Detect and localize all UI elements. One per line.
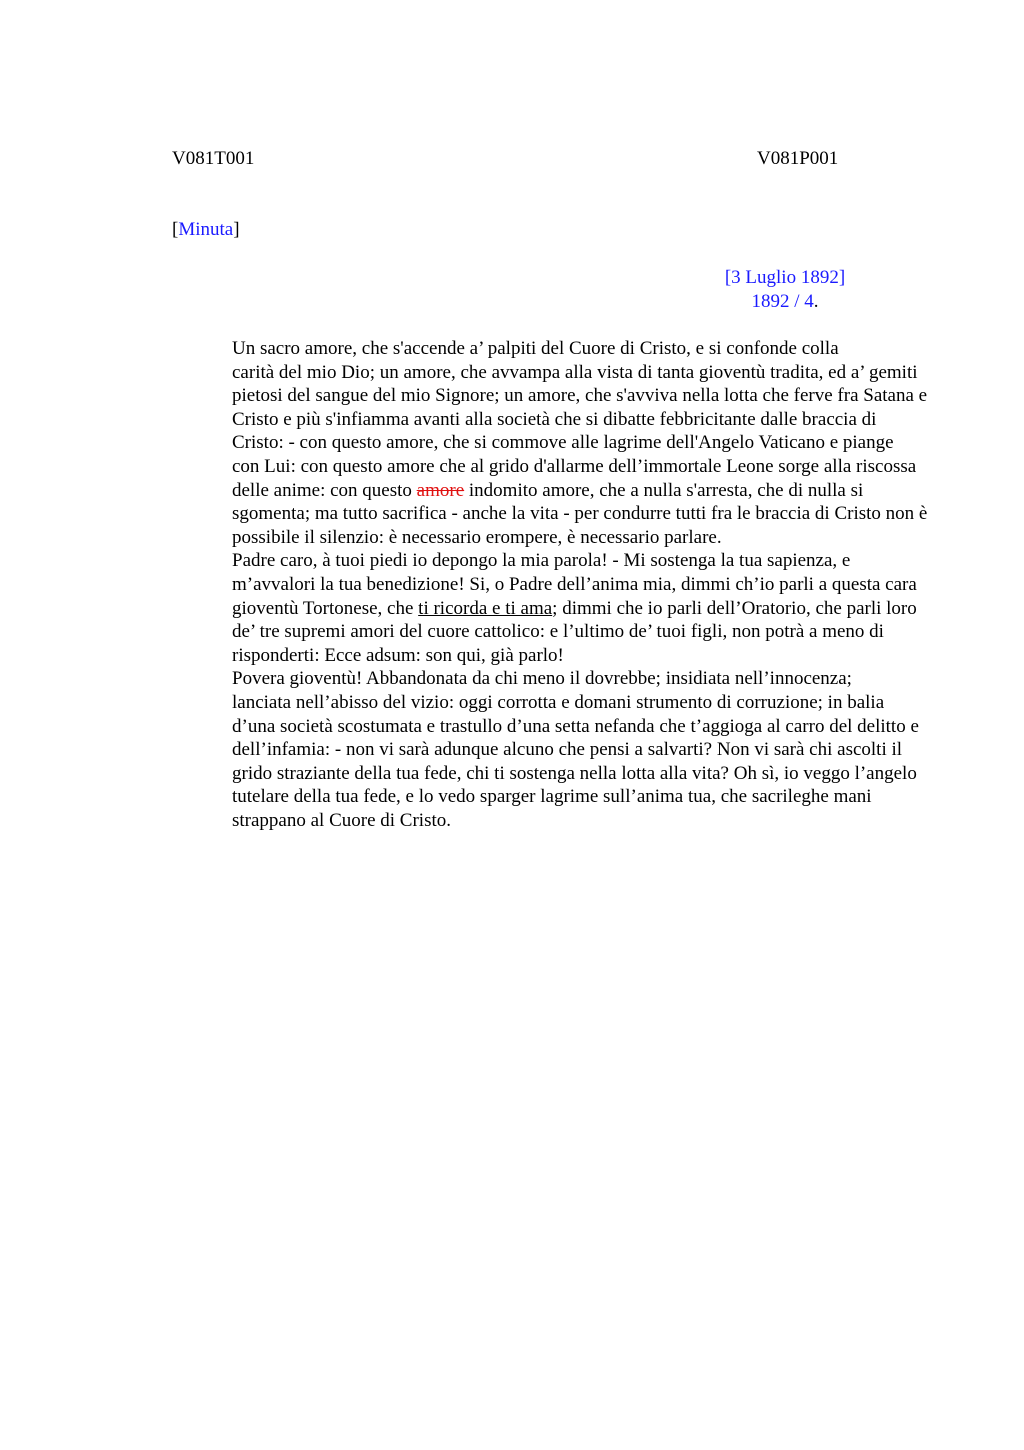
- text-line-with-deletion: [172, 479, 932, 503]
- text-line: risponderti: Ecce adsum: son qui, già parlo!: [232, 644, 564, 666]
- text-line: pietosi del sangue del mio Signore; un amore, che s'avviva nella lotta che ferve fra Satana e: [232, 385, 928, 407]
- text-line: carità del mio Dio; un amore, che avvampa alla vista di tanta gioventù tradita, ed a’ gemiti: [232, 361, 918, 383]
- document-type: [172, 218, 240, 242]
- date-number: 1892 / 4: [751, 291, 814, 312]
- date-block: [700, 266, 870, 314]
- document-code: V081T001: [172, 148, 255, 169]
- paragraph-3: [172, 667, 932, 832]
- text-line: Un sacro amore, che s'accende a’ palpiti del Cuore di Cristo, e si confonde colla: [232, 338, 839, 359]
- deleted-word: amore: [416, 479, 465, 501]
- text-line: Povera gioventù! Abbandonata da chi meno il dovrebbe; insidiata nell’innocenza;: [232, 668, 852, 690]
- document-type-label: Minuta: [178, 219, 234, 240]
- text-segment: indomito amore, che a nulla s'arresta, che di nulla si: [464, 479, 864, 501]
- date-period: .: [813, 291, 819, 312]
- text-segment: ; dimmi che io parli dell’Oratorio, che parli loro: [552, 597, 917, 619]
- text-line: grido straziante della tua fede, chi ti sostenga nella lotta alla vita? Oh sì, io veggo l’angelo: [232, 762, 917, 784]
- text-line: tutelare della tua fede, e lo vedo sparger lagrime sull’anima tua, che sacrileghe mani: [232, 786, 872, 808]
- text-line: Cristo e più s'infiamma avanti alla società che si dibatte febbricitante dalle braccia di: [232, 408, 877, 430]
- underlined-phrase: ti ricorda e ti ama: [418, 597, 553, 619]
- document-body: [172, 337, 932, 832]
- text-line: Cristo: - con questo amore, che si commove alle lagrime dell'Angelo Vaticano e piange: [232, 432, 894, 454]
- text-line: possibile il silenzio: è necessario erompere, è necessario parlare.: [232, 526, 722, 548]
- text-line-with-underline: [172, 597, 932, 621]
- text-segment: gioventù Tortonese, che: [232, 597, 419, 619]
- text-line: strappano al Cuore di Cristo.: [232, 809, 451, 831]
- text-line: m’avvalori la tua benedizione! Si, o Padre dell’anima mia, dimmi ch’io parli a questa cara: [232, 573, 917, 595]
- close-bracket: ]: [233, 219, 240, 240]
- date-line-1: [3 Luglio 1892]: [724, 267, 846, 288]
- open-bracket: [: [172, 219, 179, 240]
- page-code: V081P001: [757, 148, 839, 169]
- text-line: Padre caro, à tuoi piedi io depongo la mia parola! - Mi sostenga la tua sapienza, e: [232, 550, 851, 572]
- text-line: con Lui: con questo amore che al grido d'allarme dell’immortale Leone sorge alla riscossa: [232, 455, 917, 477]
- text-line: de’ tre supremi amori del cuore cattolico: e l’ultimo de’ tuoi figli, non potrà a meno di: [232, 621, 884, 643]
- date-line-2: [700, 290, 870, 314]
- paragraph-2: [172, 549, 932, 667]
- text-line: lanciata nell’abisso del vizio: oggi corrotta e domani strumento di corruzione; in balia: [232, 691, 885, 713]
- text-line: dell’infamia: - non vi sarà adunque alcuno che pensi a salvarti? Non vi sarà chi ascolti il: [232, 739, 903, 761]
- text-line: sgomenta; ma tutto sacrifica - anche la vita - per condurre tutti fra le braccia di Cristo non è: [232, 503, 928, 525]
- text-segment: delle anime: con questo: [232, 479, 417, 501]
- paragraph-1: [172, 337, 932, 549]
- text-line: d’una società scostumata e trastullo d’una setta nefanda che t’aggioga al carro del delitto e: [232, 715, 919, 737]
